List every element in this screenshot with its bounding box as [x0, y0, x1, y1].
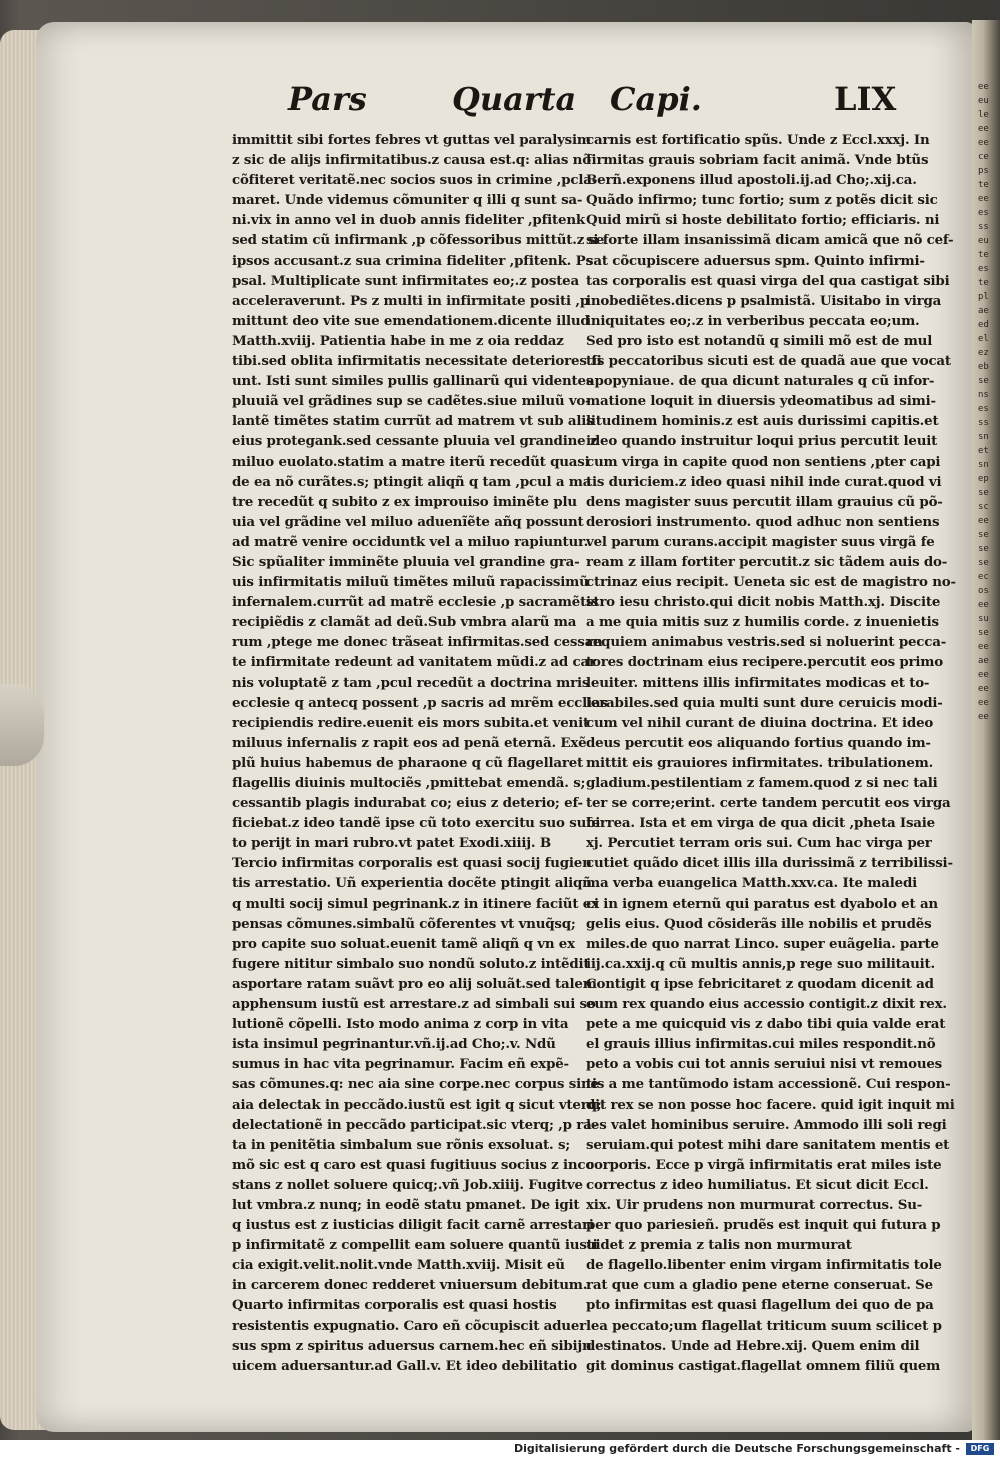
- text-line: unt. Isti sunt similes pullis gallinarũ qui videntes: [232, 373, 594, 390]
- text-line: tores doctrinam eius recipere.percutit eos primo: [586, 654, 943, 671]
- text-line: Tercio infirmitas corporalis est quasi socij fugien: [232, 855, 592, 872]
- footer-credit: Digitalisierung gefördert durch die Deutsche Forschungsgemeinschaft -: [513, 1442, 960, 1455]
- text-line: recipiẽdis z clamãt ad deũ.Sub vmbra alarũ ma: [232, 614, 577, 631]
- text-line: pto infirmitas est quasi flagellum dei quo de pa: [586, 1297, 934, 1314]
- text-line: pete a me quicquid vis z dabo tibi quia valde erat: [586, 1016, 946, 1033]
- folio-number: LIX: [834, 80, 897, 118]
- text-line: cõfiteret veritatẽ.nec socios suos in crimine ,pcla-: [232, 172, 598, 189]
- text-line: te infirmitate redeunt ad vanitatem mũdi.z ad car: [232, 654, 596, 671]
- text-line: per quo pariesieñ. prudẽs est inquit qui futura p: [586, 1217, 941, 1234]
- text-line: ctrinaz eius recipit. Ueneta sic est de magistro no-: [586, 574, 956, 591]
- text-line: requiem animabus vestris.sed si noluerint pecca-: [586, 634, 947, 651]
- text-line: a me quia mitis suz z humilis corde. z inuenietis: [586, 614, 939, 631]
- text-line: ad matrẽ venire occiduntk vel a miluo rapiuntur.: [232, 533, 589, 550]
- text-line: eius protegank.sed cessante pluuia vel grandine z: [232, 433, 598, 450]
- text-line: deus percutit eos aliquando fortius quando im-: [586, 734, 931, 751]
- text-line: iniquitates eo;.z in verberibus peccata eo;um.: [586, 312, 920, 329]
- text-line: xj. Percutiet terram oris sui. Cum hac virga per: [586, 835, 932, 852]
- left-text-column: [232, 130, 608, 1376]
- text-line: lea peccato;um flagellat triticum suum scilicet p: [586, 1317, 942, 1334]
- text-line: plũ huius habemus de pharaone q cũ flagellaret: [232, 754, 584, 771]
- header-pars: Pars: [288, 80, 367, 118]
- text-line: miluus infernalis z rapit eos ad penã eternã. Exẽ: [232, 734, 587, 751]
- text-line: p infirmitatẽ z compellit eam soluere quantũ iusti: [232, 1237, 598, 1254]
- text-line: Berñ.exponens illud apostoli.ij.ad Cho;.xij.ca.: [586, 172, 917, 189]
- text-line: matione loquit in diuersis ydeomatibus ad simi-: [586, 393, 936, 410]
- text-line: xix. Uir prudens non murmurat correctus. Su-: [586, 1196, 923, 1213]
- text-line: ma verba euangelica Matth.xxv.ca. Ite maledi: [586, 875, 917, 892]
- text-line: eum rex quando eius accessio contigit.z dixit rex.: [586, 996, 947, 1013]
- text-line: nis voluptatẽ z tam ,pcul recedũt a doctrina mris: [232, 674, 590, 691]
- text-line: to perijt in mari rubro.vt patet Exodi.xiiij. B: [232, 835, 551, 852]
- text-line: pro capite suo soluat.euenit tamẽ aliqñ q vn ex: [232, 935, 575, 952]
- text-line: gelis eius. Quod cõsiderãs ille nobilis et prudẽs: [586, 915, 932, 932]
- text-line: uicem aduersantur.ad Gall.v. Et ideo debilitatio: [232, 1357, 578, 1374]
- text-line: ipsos accusant.z sua crimina fideliter ,pfitenk. Ps: [232, 252, 593, 269]
- text-line: fugere nititur simbalo suo nondũ soluto.z intẽdit: [232, 955, 590, 972]
- text-line: mittunt deo vite sue emendationem.dicente illud: [232, 312, 590, 329]
- text-line: acceleraverunt. Ps z multi in infirmitate positi ,p: [232, 292, 590, 309]
- text-line: Contigit q ipse febricitaret z quodam dicenit ad: [586, 975, 934, 992]
- text-line: sat cõcupiscere aduersus spm. Quinto infirmi-: [586, 252, 925, 269]
- text-line: in carcerem donec redderet vniuersum debitum.: [232, 1277, 588, 1294]
- text-line: litudinem hominis.z est auis durissimi capitis.et: [586, 413, 939, 430]
- text-line: gladium.pestilentiam z famem.quod z si nec tali: [586, 775, 938, 791]
- text-line: mõ sic est q caro est quasi fugitiuus socius z inco: [232, 1156, 595, 1173]
- text-line: Sed pro isto est notandũ q simili mõ est de mul: [586, 332, 933, 349]
- text-line: inobediẽtes.dicens p psalmistã. Uisitabo in virga: [586, 292, 942, 309]
- text-line: cia exigit.velit.nolit.vnde Matth.xviij. Misit eũ: [232, 1257, 565, 1274]
- text-line: les valet hominibus seruire. Ammodo illi soli regi: [586, 1116, 947, 1133]
- text-line: de ea nõ curãtes.s; ptingit aliqñ q tam ,pcul a ma: [232, 473, 592, 490]
- text-line: correctus z ideo humiliatus. Et sicut dicit Eccl.: [586, 1176, 929, 1193]
- text-line: infernalem.currũt ad matrẽ ecclesie ,p sacramẽtis: [232, 594, 599, 611]
- header-capi: Capi.: [610, 80, 702, 118]
- text-line: ter se corre;erint. certe tandem percutit eos virga: [586, 795, 951, 812]
- text-line: iij.ca.xxij.q cũ multis annis,p rege suo militauit.: [586, 955, 935, 972]
- header-quarta: Quarta: [452, 80, 577, 118]
- text-line: ficiebat.z ideo tandẽ ipse cũ toto exercitu suo subi: [232, 815, 601, 832]
- text-line: el grauis illius infirmitas.cui miles respondit.nõ: [586, 1036, 936, 1053]
- text-line: aia delectak in peccãdo.iustũ est igit q sicut vterq;: [232, 1096, 602, 1113]
- text-line: psal. Multiplicate sunt infirmitates eo;.z postea: [232, 272, 579, 289]
- text-line: lut vmbra.z nunq; in eodẽ statu pmanet. De igit: [232, 1196, 580, 1213]
- text-line: corporis. Ecce p virgã infirmitatis erat miles iste: [586, 1156, 942, 1173]
- text-line: dens magister suus percutit illam grauius cũ põ-: [586, 493, 943, 510]
- text-line: leuiter. mittens illis infirmitates modicas et to-: [586, 674, 930, 691]
- text-line: ci in ignem eternũ qui paratus est dyabolo et an: [586, 895, 938, 912]
- text-line: firmitas grauis sobriam facit animã. Vnde btũs: [586, 152, 929, 169]
- text-line: ni.vix in anno vel in duob annis fideliter ,pfitenk: [232, 212, 585, 229]
- text-line: rum ,ptege me donec trãseat infirmitas.sed cessan: [232, 634, 603, 651]
- text-line: Quid mirũ si hoste debilitato fortio; efficiaris. ni: [586, 212, 940, 229]
- text-line: sumus in hac vita pegrinamur. Facim eñ expẽ-: [232, 1056, 569, 1073]
- text-line: si forte illam insanissimã dicam amicã que nõ cef-: [586, 232, 954, 249]
- text-line: resistentis expugnatio. Caro eñ cõcupiscit aduer: [232, 1317, 587, 1334]
- text-line: immittit sibi fortes febres vt guttas vel paralysim: [232, 132, 591, 148]
- text-line: Quãdo infirmo; tunc fortio; sum z potẽs dicit sic: [586, 192, 938, 209]
- text-line: de flagello.libenter enim virgam infirmitatis tole: [586, 1257, 942, 1274]
- adjacent-page-letters: eeeuleeeeecepsteeeessseuteesteplaeedelezebsensessssnetsnepsesceeseseseecoseesuseeeaeeeeeeeee: [978, 82, 989, 722]
- text-line: lutionẽ cõpelli. Isto modo anima z corp in vita: [232, 1016, 569, 1033]
- book-clamp: [0, 684, 44, 766]
- text-line: lerabiles.sed quia multi sunt dure ceruicis modi-: [586, 694, 943, 711]
- text-line: git dominus castigat.flagellat omnem filiũ quem: [586, 1357, 941, 1374]
- text-line: tis peccatoribus sicuti est de quadã aue que vocat: [586, 353, 951, 370]
- text-line: miluo euolato.statim a matre iterũ recedũt quasi: [232, 453, 590, 470]
- text-line: cum virga in capite quod non sentiens ,pter capi: [586, 453, 941, 470]
- text-line: tis arrestatio. Uñ experientia docẽte ptingit aliqñ: [232, 875, 592, 892]
- text-line: ecclesie q antecq possent ,p sacris ad mrẽm ecclias: [232, 694, 608, 711]
- text-line: tis duriciem.z ideo quasi nihil inde curat.quod vi: [586, 473, 942, 490]
- text-line: tis a me tantũmodo istam accessionẽ. Cui respon-: [586, 1076, 951, 1093]
- text-line: lantẽ timẽtes statim currũt ad matrem vt sub alis: [232, 413, 594, 430]
- text-line: Matth.xviij. Patientia habe in me z oia reddaz: [232, 332, 564, 349]
- text-line: maret. Unde videmus cõmuniter q illi q sunt sa-: [232, 192, 583, 209]
- text-line: tas corporalis est quasi virga del qua castigat sibi: [586, 272, 950, 289]
- text-line: stro iesu christo.qui dicit nobis Matth.xj. Discite: [586, 594, 941, 611]
- text-line: z sic de alijs infirmitatibus.z causa est.q: alias nõ: [232, 152, 591, 169]
- right-text-column: [586, 130, 956, 1376]
- text-line: recipiendis redire.euenit eis mors subita.et venit: [232, 714, 589, 731]
- text-line: delectationẽ in peccãdo participat.sic vterq; ,p ra-: [232, 1116, 597, 1133]
- text-line: flagellis diuinis multociẽs ,pmittebat emendã. s;: [232, 775, 586, 791]
- adjacent-page-edge: [972, 20, 1000, 1440]
- text-line: Sic spũaliter imminẽte pluuia vel grandine gra-: [232, 553, 580, 570]
- text-line: pluuiã vel grãdines sup se cadẽtes.siue miluũ vo-: [232, 393, 591, 410]
- text-line: sed statim cũ infirmank ,p cõfessoribus mittũt.z se: [232, 232, 605, 249]
- dfg-logo: DFG: [966, 1443, 994, 1455]
- text-line: tre recedũt q subito z ex improuiso iminẽte plu: [232, 493, 577, 510]
- text-line: seruiam.qui potest mihi dare sanitatem mentis et: [586, 1136, 950, 1153]
- text-line: carnis est fortificatio spũs. Unde z Eccl.xxxj. In: [586, 132, 930, 148]
- text-line: destinatos. Unde ad Hebre.xij. Quem enim dil: [586, 1337, 920, 1354]
- text-line: cum vel nihil curant de diuina doctrina. Et ideo: [586, 714, 934, 731]
- text-line: stans z nollet soluere quicq;.vñ Job.xiiij. Fugitve: [232, 1176, 583, 1193]
- text-line: ream z illam fortiter percutit.z sic tãdem auis do-: [586, 553, 948, 570]
- text-line: Quarto infirmitas corporalis est quasi hostis: [232, 1297, 557, 1314]
- text-line: dit rex se non posse hoc facere. quid igit inquit mi: [586, 1096, 955, 1113]
- text-line: sus spm z spiritus aduersus carnem.hec eñ sibijn: [232, 1337, 592, 1354]
- text-line: uia vel grãdine vel miluo aduenĩẽte añq possunt: [232, 513, 584, 530]
- text-line: sas cõmunes.q: nec aia sine corpe.nec corpus sine: [232, 1076, 599, 1093]
- text-line: pensas cõmunes.simbalũ cõferentes vt vnuq̃sq;: [232, 915, 576, 932]
- text-line: vel parum curans.accipit magister suus virgã fe: [586, 533, 935, 550]
- text-line: derosiori instrumento. quod adhuc non sentiens: [586, 513, 940, 530]
- text-line: asportare ratam suãvt pro eo alij soluãt.sed talem: [232, 975, 597, 992]
- footer-bar: [0, 1440, 1000, 1458]
- text-line: q multi socij simul pegrinank.z in itinere faciũt ex: [232, 895, 599, 912]
- text-line: tibi.sed oblita infirmitatis necessitate deteriores fi: [232, 353, 602, 370]
- text-line: mittit eis grauiores infirmitates. tribulationem.: [586, 754, 934, 771]
- text-line: rat que cum a gladio pene eterne conseruat. Se: [586, 1277, 933, 1294]
- text-line: ista insimul pegrinantur.vñ.ij.ad Cho;.v. Ndũ: [232, 1036, 556, 1053]
- text-line: cessantib plagis indurabat co; eius z deterio; ef-: [232, 795, 583, 812]
- text-line: miles.de quo narrat Linco. super euãgelia. parte: [586, 935, 939, 952]
- text-line: apopyniaue. de qua dicunt naturales q cũ infor-: [586, 373, 935, 390]
- text-line: q iustus est z iusticias diligit facit carnẽ arrestari: [232, 1217, 594, 1234]
- text-line: ideo quando instruitur loqui prius percutit leuit: [586, 433, 938, 450]
- text-line: ta in penitẽtia simbalum sue rõnis exsoluat. s;: [232, 1136, 571, 1153]
- text-line: cutiet quãdo dicet illis illa durissimã z terribilissi-: [586, 855, 953, 872]
- text-line: uis infirmitatis miluũ timẽtes miluũ rapacissimũ: [232, 574, 589, 591]
- text-line: uidet z premia z talis non murmurat: [586, 1237, 852, 1254]
- running-header: [282, 80, 902, 130]
- text-line: peto a vobis cui tot annis seruiui nisi vt remoues: [586, 1056, 943, 1073]
- text-line: apphensum iustũ est arrestare.z ad simbali sui so: [232, 996, 596, 1013]
- text-line: ferrea. Ista et em virga de qua dicit ,pheta Isaie: [586, 815, 935, 832]
